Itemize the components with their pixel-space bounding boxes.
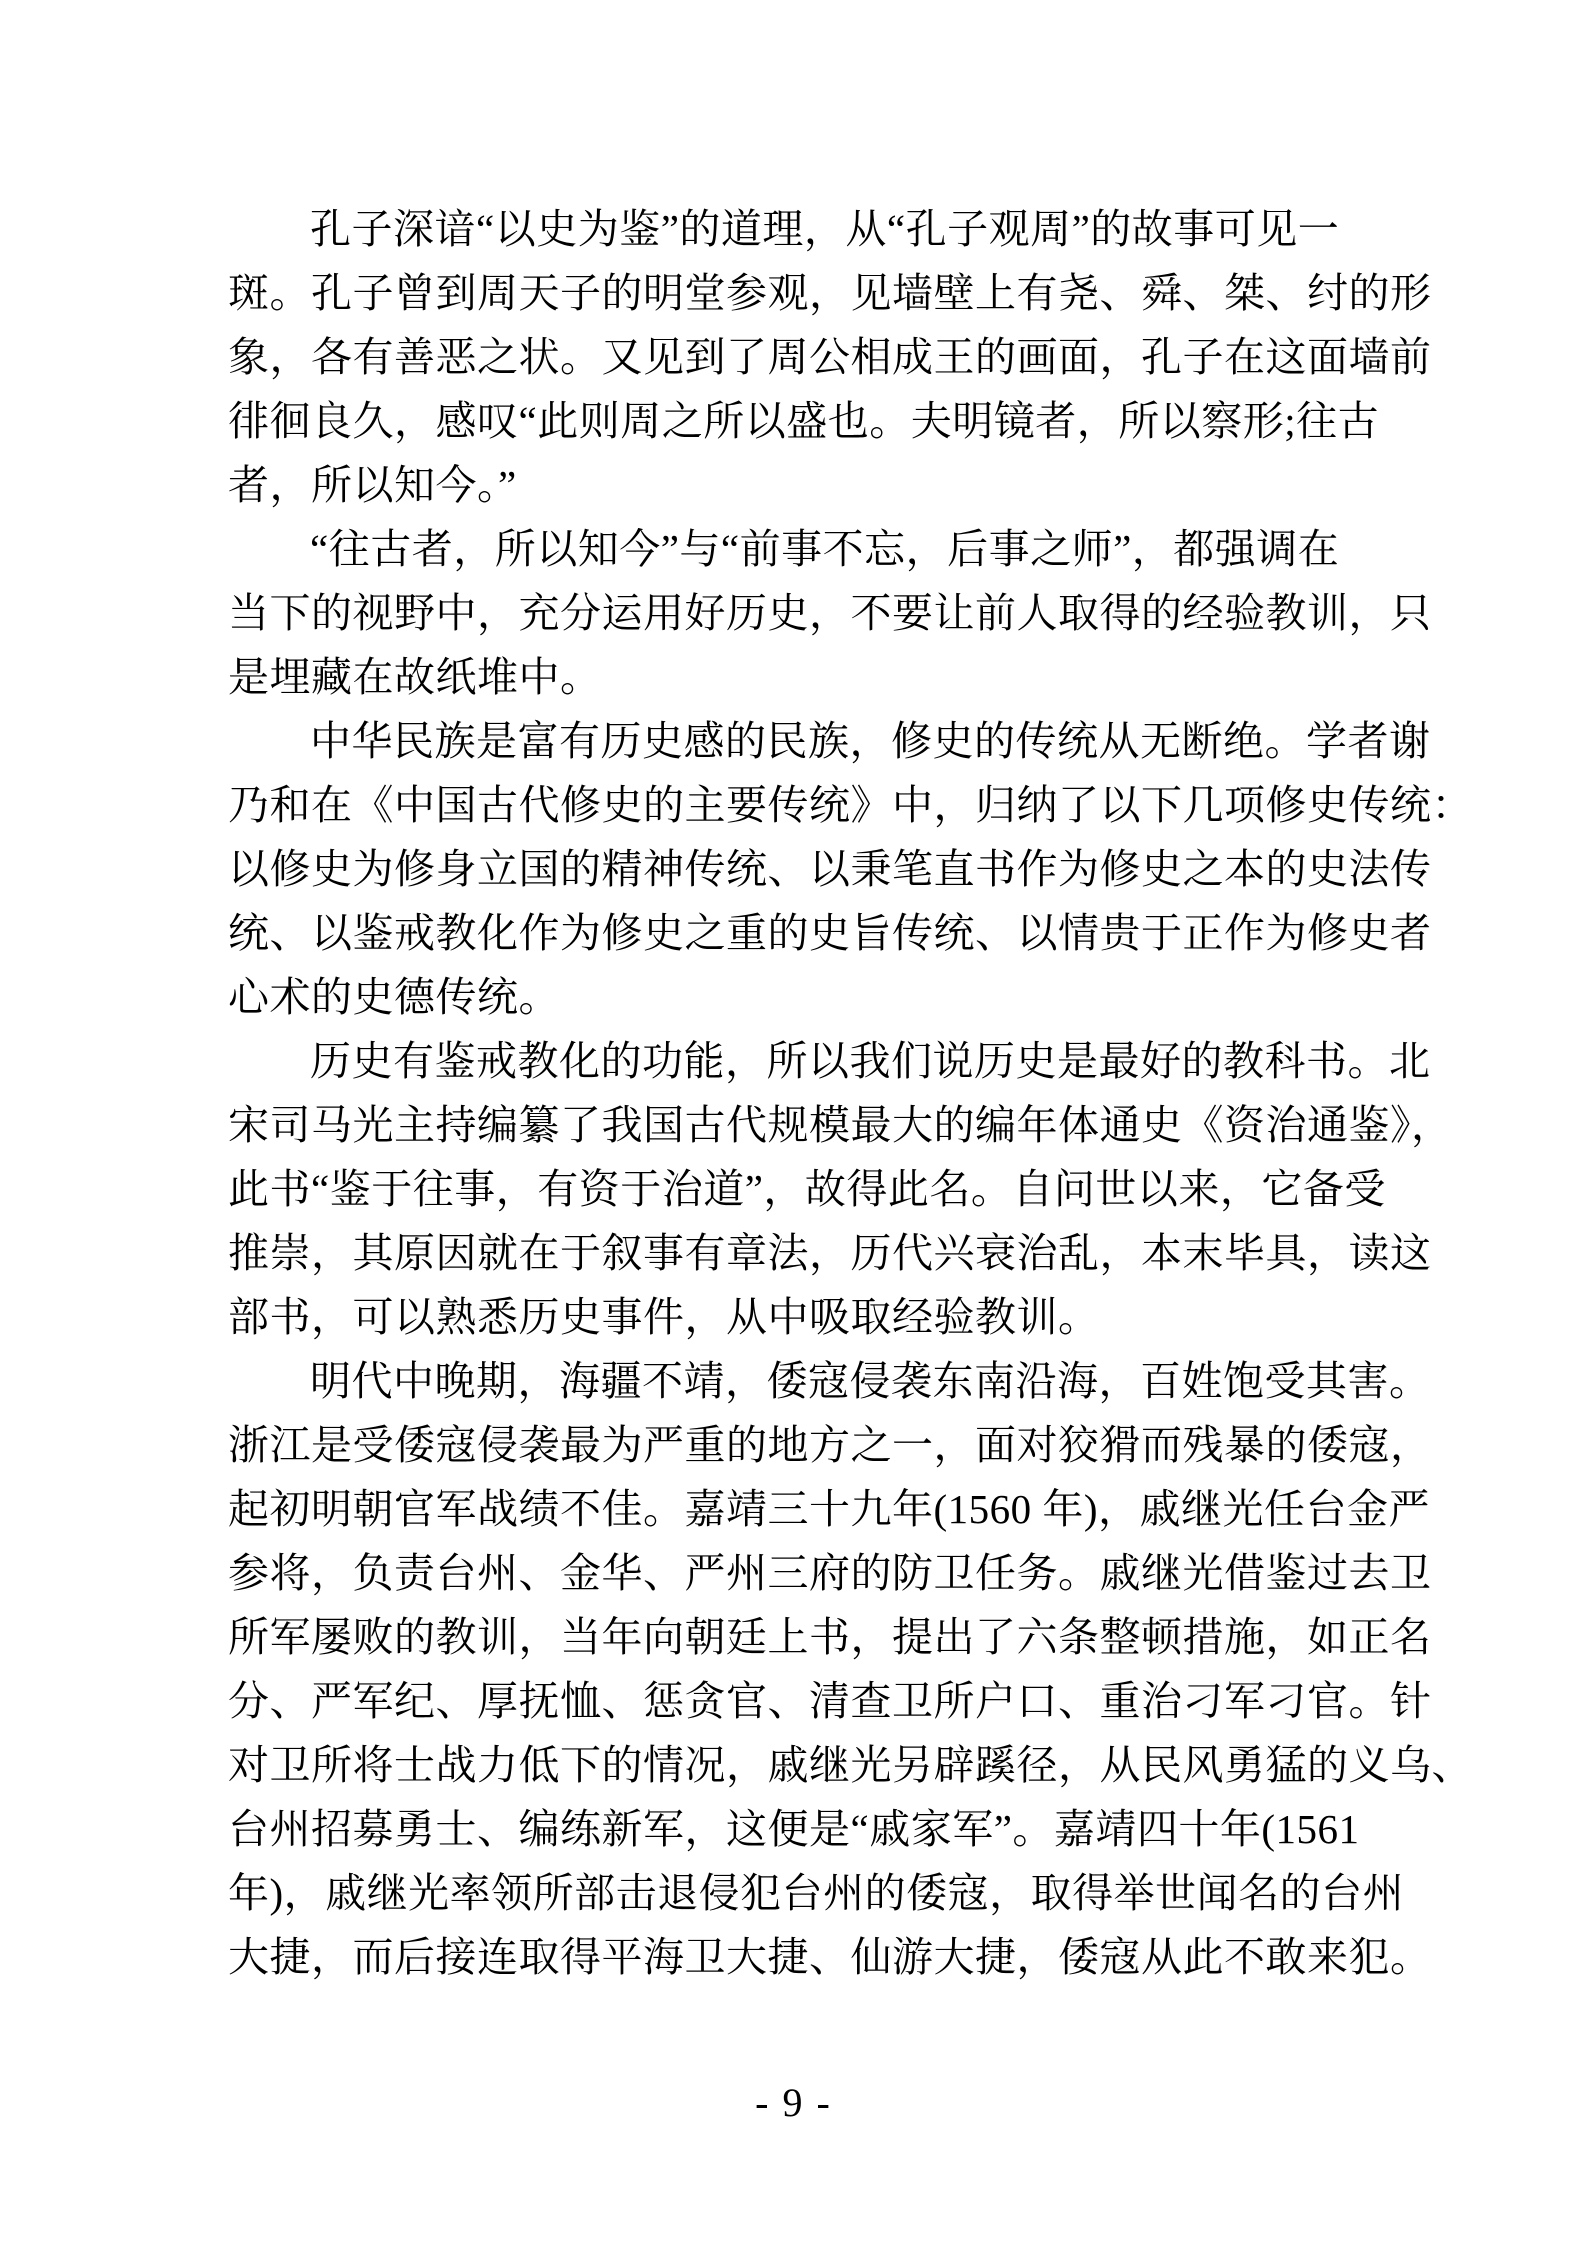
text-line: 起初明朝官军战绩不佳。嘉靖三十九年(1560 年)，戚继光任台金严 xyxy=(228,1486,1431,1532)
text-line: 斑。孔子曾到周天子的明堂参观，见墙壁上有尧、舜、桀、纣的形 xyxy=(228,270,1432,316)
text-line: 统、以鉴戒教化作为修史之重的史旨传统、以情贵于正作为修史者 xyxy=(228,910,1432,956)
text-line: 台州招募勇士、编练新军，这便是“戚家军”。嘉靖四十年(1561 xyxy=(228,1806,1360,1852)
paragraph-5 xyxy=(228,1349,1478,1989)
paragraph-4 xyxy=(228,1029,1478,1349)
paragraph-1 xyxy=(228,197,1478,517)
page-number: - 9 - xyxy=(755,2080,832,2125)
paragraph-3 xyxy=(228,709,1478,1029)
text-line: 分、严军纪、厚抚恤、惩贪官、清查卫所户口、重治刁军刁官。针 xyxy=(228,1678,1432,1724)
text-line: “往古者，所以知今”与“前事不忘，后事之师”，都强调在 xyxy=(310,526,1340,572)
text-line: 中华民族是富有历史感的民族，修史的传统从无断绝。学者谢 xyxy=(310,718,1431,764)
text-line: 大捷，而后接连取得平海卫大捷、仙游大捷，倭寇从此不敢来犯。 xyxy=(228,1934,1432,1980)
text-line: 推崇，其原因就在于叙事有章法，历代兴衰治乱，本末毕具，读这 xyxy=(228,1230,1432,1276)
text-line: 当下的视野中，充分运用好历史，不要让前人取得的经验教训，只 xyxy=(228,590,1432,636)
text-line: 浙江是受倭寇侵袭最为严重的地方之一，面对狡猾而残暴的倭寇， xyxy=(228,1422,1432,1468)
text-line: 对卫所将士战力低下的情况，戚继光另辟蹊径，从民风勇猛的义乌、 xyxy=(228,1742,1473,1788)
text-line: 历史有鉴戒教化的功能，所以我们说历史是最好的教科书。北 xyxy=(310,1038,1431,1084)
text-line: 象，各有善恶之状。又见到了周公相成王的画面，孔子在这面墙前 xyxy=(228,334,1432,380)
text-line: 孔子深谙“以史为鉴”的道理，从“孔子观周”的故事可见一 xyxy=(310,206,1340,252)
text-line: 心术的史德传统。 xyxy=(228,974,560,1020)
text-line: 明代中晚期，海疆不靖，倭寇侵袭东南沿海，百姓饱受其害。 xyxy=(310,1358,1431,1404)
text-line: 参将，负责台州、金华、严州三府的防卫任务。戚继光借鉴过去卫 xyxy=(228,1550,1432,1596)
text-line: 是埋藏在故纸堆中。 xyxy=(228,654,602,700)
text-line: 此书“鉴于往事，有资于治道”，故得此名。自问世以来，它备受 xyxy=(228,1166,1386,1212)
text-line: 部书，可以熟悉历史事件，从中吸取经验教训。 xyxy=(228,1294,1100,1340)
text-line: 年)，戚继光率领所部击退侵犯台州的倭寇，取得举世闻名的台州 xyxy=(228,1870,1405,1916)
text-line: 者，所以知今。” xyxy=(228,462,517,508)
text-block xyxy=(228,197,1478,1989)
paragraph-2 xyxy=(228,517,1478,709)
text-line: 乃和在《中国古代修史的主要传统》中，归纳了以下几项修史传统： xyxy=(228,782,1473,828)
text-line: 宋司马光主持编纂了我国古代规模最大的编年体通史《资治通鉴》， xyxy=(228,1102,1453,1148)
text-line: 以修史为修身立国的精神传统、以秉笔直书作为修史之本的史法传 xyxy=(228,846,1432,892)
text-line: 徘徊良久，感叹“此则周之所以盛也。夫明镜者，所以察形;往古 xyxy=(228,398,1380,444)
text-line: 所军屡败的教训，当年向朝廷上书，提出了六条整顿措施，如正名 xyxy=(228,1614,1432,1660)
